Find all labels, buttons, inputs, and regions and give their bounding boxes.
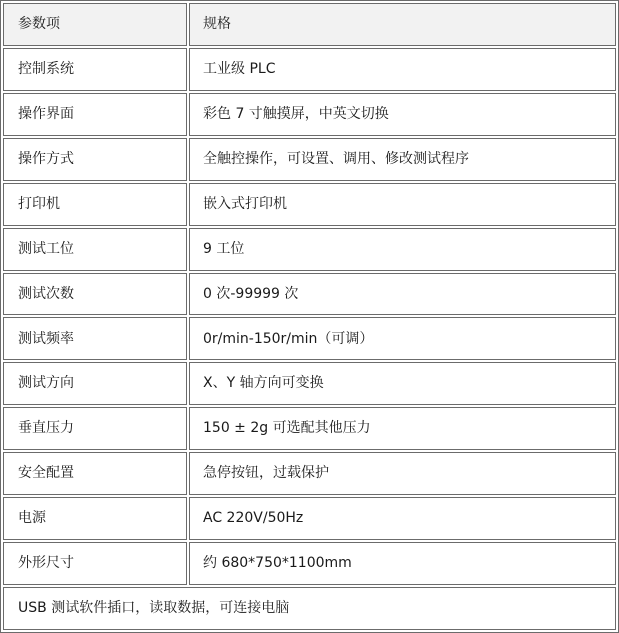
table-row (3, 497, 616, 540)
table-row (3, 542, 616, 585)
param-value-cell: 150 ± 2g 可选配其他压力 (189, 407, 616, 450)
param-value-cell: 彩色 7 寸触摸屏，中英文切换 (189, 93, 616, 136)
param-name-cell: 操作方式 (3, 138, 187, 181)
table-row (3, 228, 616, 271)
header-spec-cell: 规格 (189, 3, 616, 46)
table-footer-row (3, 587, 616, 630)
param-name-cell: 打印机 (3, 183, 187, 226)
param-value-cell: 工业级 PLC (189, 48, 616, 91)
param-name-cell: 测试次数 (3, 273, 187, 316)
header-param-cell: 参数项 (3, 3, 187, 46)
spec-table-body (3, 3, 616, 630)
param-name-cell: 电源 (3, 497, 187, 540)
table-row (3, 93, 616, 136)
param-name-cell: 测试方向 (3, 362, 187, 405)
table-row (3, 362, 616, 405)
param-value-cell: 0 次-99999 次 (189, 273, 616, 316)
param-value-cell: 0r/min-150r/min（可调） (189, 317, 616, 360)
table-header-row (3, 3, 616, 46)
param-name-cell: 测试频率 (3, 317, 187, 360)
param-value-cell: 9 工位 (189, 228, 616, 271)
param-name-cell: 外形尺寸 (3, 542, 187, 585)
param-value-cell: 嵌入式打印机 (189, 183, 616, 226)
param-value-cell: AC 220V/50Hz (189, 497, 616, 540)
param-name-cell: 垂直压力 (3, 407, 187, 450)
footer-note-cell: USB 测试软件插口，读取数据，可连接电脑 (3, 587, 616, 630)
param-value-cell: 急停按钮，过载保护 (189, 452, 616, 495)
table-row (3, 48, 616, 91)
param-value-cell: 约 680*750*1100mm (189, 542, 616, 585)
table-row (3, 452, 616, 495)
table-row (3, 273, 616, 316)
table-row (3, 317, 616, 360)
param-name-cell: 操作界面 (3, 93, 187, 136)
table-row (3, 183, 616, 226)
table-row (3, 138, 616, 181)
param-name-cell: 控制系统 (3, 48, 187, 91)
table-row (3, 407, 616, 450)
param-name-cell: 安全配置 (3, 452, 187, 495)
param-name-cell: 测试工位 (3, 228, 187, 271)
param-value-cell: X、Y 轴方向可变换 (189, 362, 616, 405)
param-value-cell: 全触控操作，可设置、调用、修改测试程序 (189, 138, 616, 181)
